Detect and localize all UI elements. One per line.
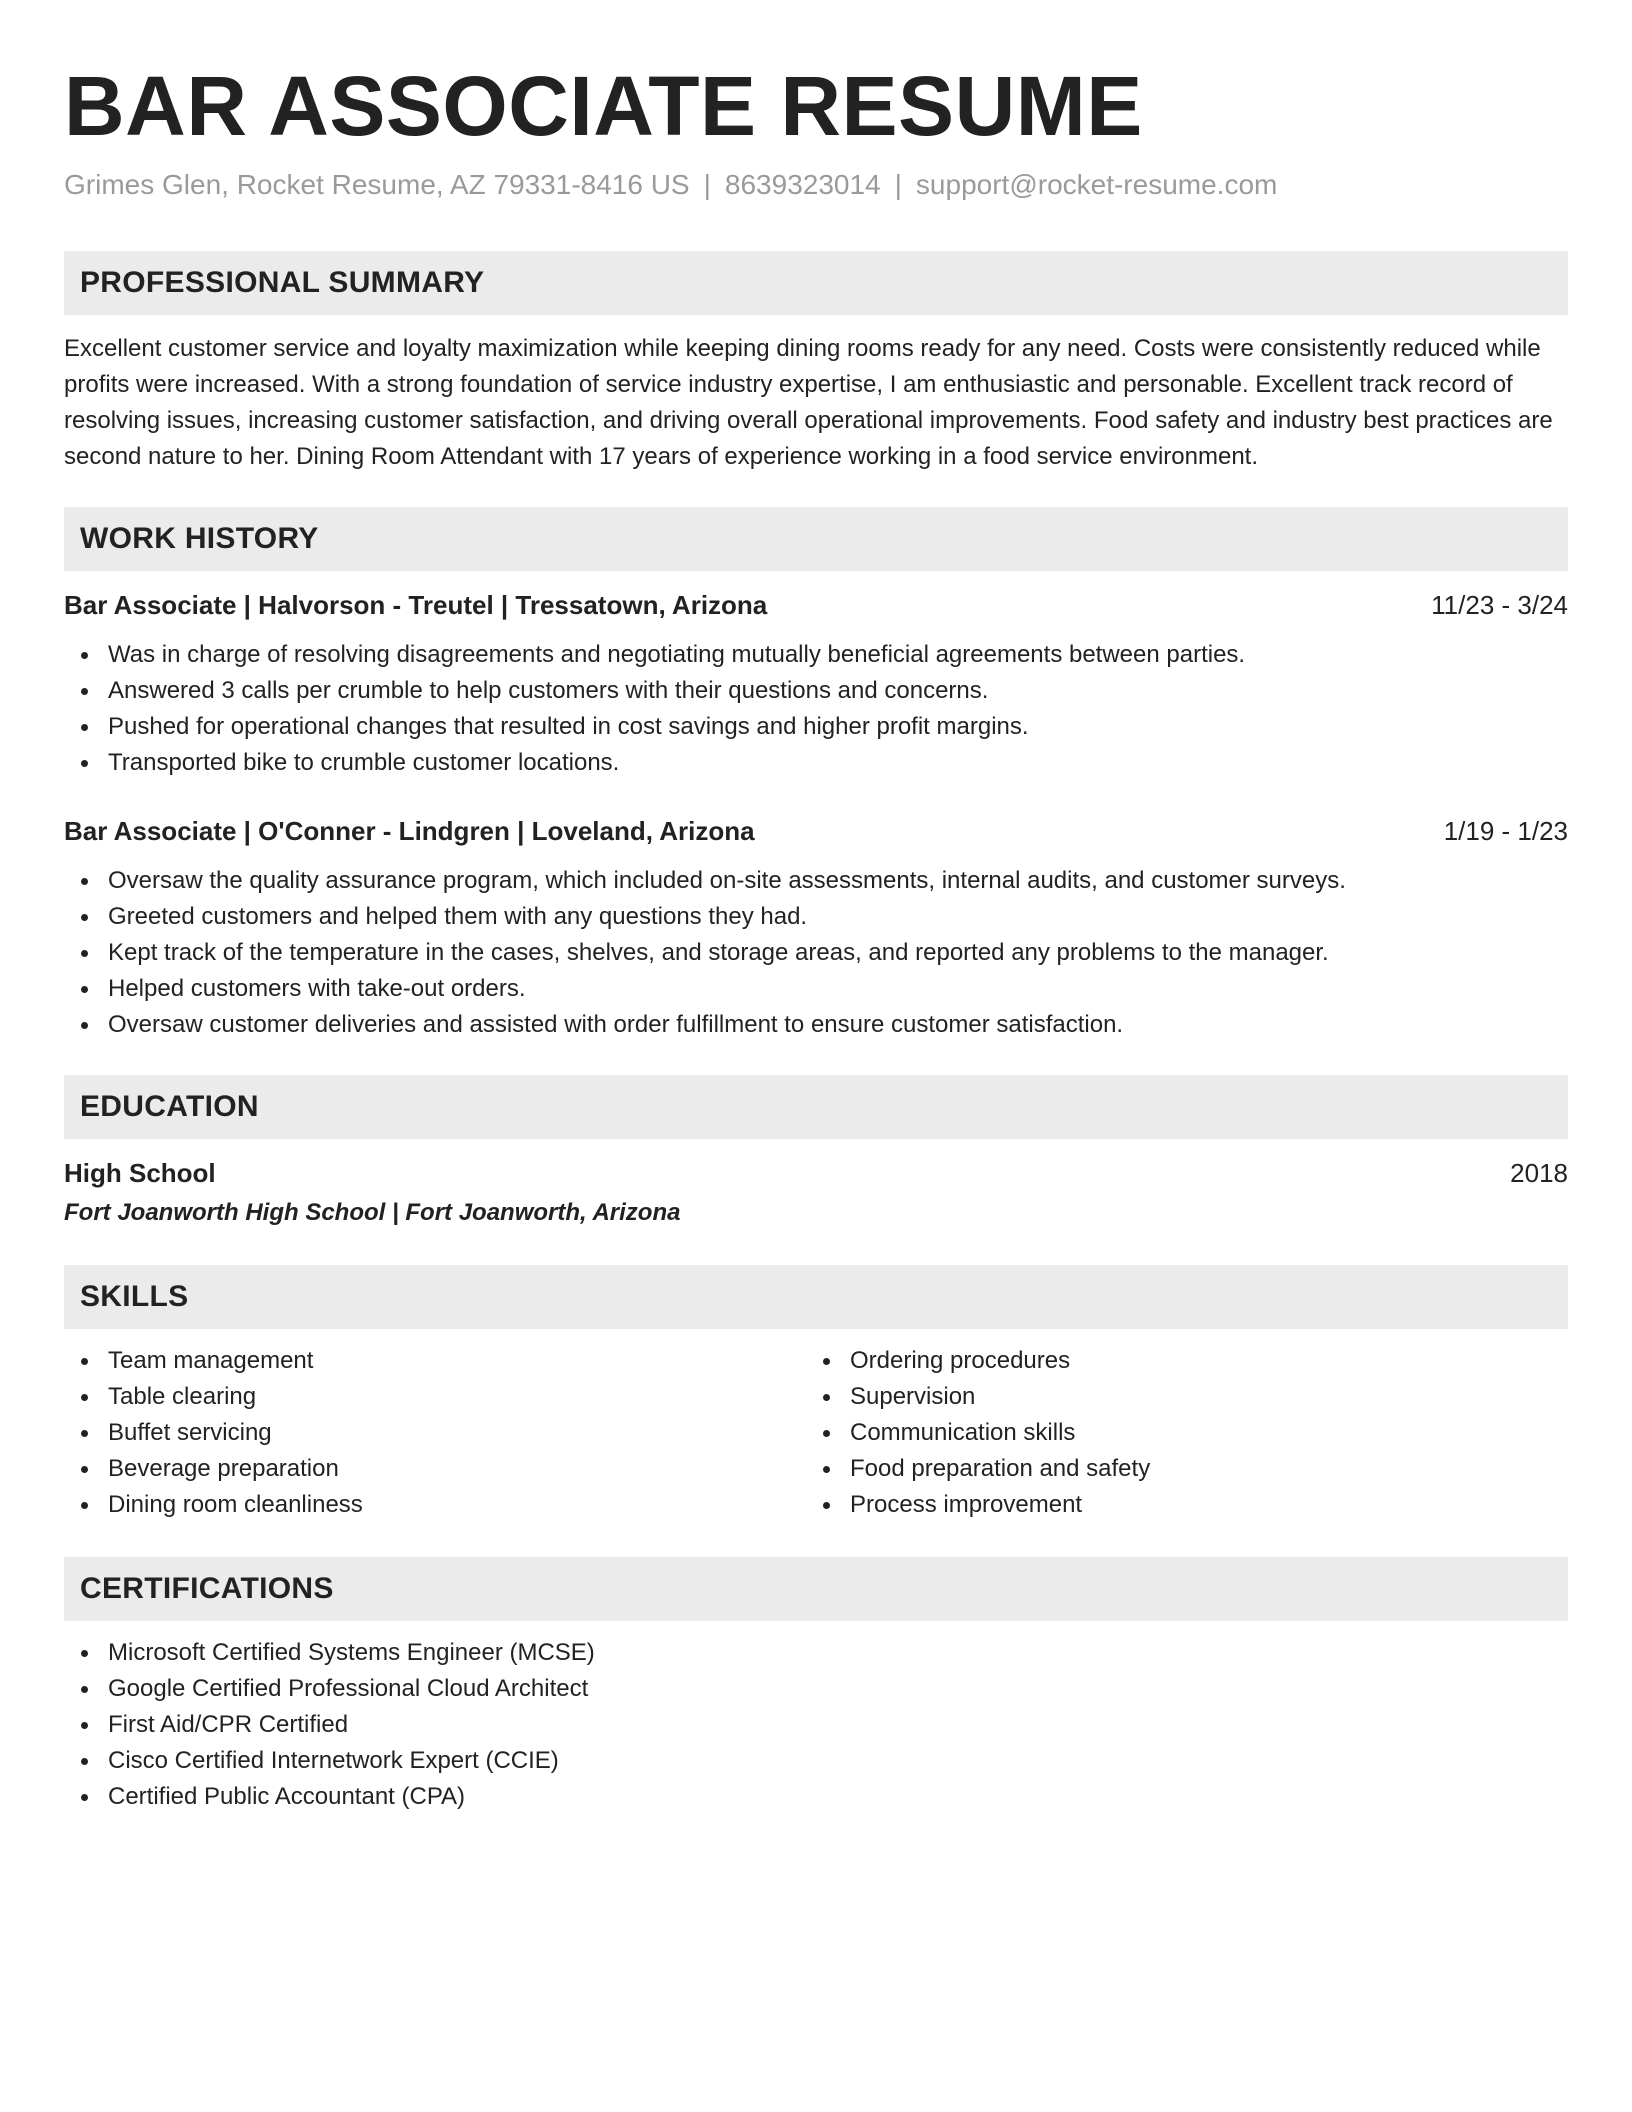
bullet-dot-icon bbox=[823, 1358, 830, 1365]
skills-list-right bbox=[806, 1343, 1548, 1523]
skills-heading: SKILLS bbox=[64, 1265, 1568, 1329]
work-history-heading: WORK HISTORY bbox=[64, 507, 1568, 571]
contact-email: support@rocket-resume.com bbox=[915, 169, 1278, 200]
skill-text: Buffet servicing bbox=[108, 1419, 272, 1446]
education-heading: EDUCATION bbox=[64, 1075, 1568, 1139]
certifications-heading: CERTIFICATIONS bbox=[64, 1557, 1568, 1621]
skill-text: Process improvement bbox=[850, 1491, 1083, 1518]
skill-text: Table clearing bbox=[108, 1383, 257, 1410]
skill-text: Ordering procedures bbox=[850, 1347, 1071, 1374]
skills-section bbox=[64, 1265, 1568, 1523]
job-bullet-text: Kept track of the temperature in the cases, shelves, and storage areas, and reported any problems to the manager. bbox=[108, 939, 1329, 966]
certification-text: Google Certified Professional Cloud Architect bbox=[108, 1675, 589, 1702]
skill-text: Communication skills bbox=[850, 1419, 1076, 1446]
bullet-dot-icon bbox=[81, 688, 88, 695]
job-header bbox=[64, 813, 1568, 849]
education-school: Fort Joanworth High School | Fort Joanworth, Arizona bbox=[64, 1199, 681, 1226]
summary-text: Excellent customer service and loyalty maximization while keeping dining rooms ready for any need. Costs were consistently reduced while profits were increased. With a strong foundation of service industry expertise, I am enthusiastic and personable. Excellent track record of resolving issues, increasing customer satisfaction, and driving overall operational improvements. Food safety and industry best practices are second nature to her. Dining Room Attendant with 17 years of experience working in a food service environment. bbox=[64, 335, 1553, 470]
bullet-dot-icon bbox=[81, 1502, 88, 1509]
resume-page bbox=[64, 56, 1568, 1815]
job-bullets bbox=[64, 863, 1568, 1043]
skills-list-left bbox=[64, 1343, 806, 1523]
bullet-dot-icon bbox=[81, 986, 88, 993]
job-dates: 1/19 - 1/23 bbox=[1443, 816, 1568, 846]
bullet-dot-icon bbox=[81, 1358, 88, 1365]
bullet-dot-icon bbox=[823, 1394, 830, 1401]
job-bullet bbox=[64, 971, 1568, 1007]
job-bullet bbox=[64, 1007, 1568, 1043]
contact-separator: | bbox=[894, 169, 902, 200]
bullet-dot-icon bbox=[81, 1686, 88, 1693]
bullet-dot-icon bbox=[81, 1022, 88, 1029]
bullet-dot-icon bbox=[81, 1466, 88, 1473]
certifications-section bbox=[64, 1557, 1568, 1815]
skill-item bbox=[806, 1487, 1548, 1523]
contact-line bbox=[64, 168, 1568, 202]
job-bullet-text: Transported bike to crumble customer locations. bbox=[108, 749, 620, 776]
job-dates: 11/23 - 3/24 bbox=[1431, 590, 1568, 620]
certification-item bbox=[64, 1671, 1568, 1707]
skill-item bbox=[64, 1415, 806, 1451]
certification-text: Microsoft Certified Systems Engineer (MCSE) bbox=[108, 1639, 595, 1666]
certification-text: First Aid/CPR Certified bbox=[108, 1711, 349, 1738]
skill-item bbox=[64, 1379, 806, 1415]
bullet-dot-icon bbox=[81, 1722, 88, 1729]
summary-section bbox=[64, 251, 1568, 475]
job-bullet bbox=[64, 637, 1568, 673]
summary-heading: PROFESSIONAL SUMMARY bbox=[64, 251, 1568, 315]
bullet-dot-icon bbox=[81, 1758, 88, 1765]
certification-item bbox=[64, 1743, 1568, 1779]
skill-item bbox=[806, 1343, 1548, 1379]
bullet-dot-icon bbox=[81, 724, 88, 731]
job-bullet bbox=[64, 745, 1568, 781]
job-bullet bbox=[64, 935, 1568, 971]
contact-separator: | bbox=[703, 169, 711, 200]
education-year: 2018 bbox=[1510, 1158, 1568, 1188]
skill-item bbox=[64, 1487, 806, 1523]
certification-text: Certified Public Accountant (CPA) bbox=[108, 1783, 466, 1810]
contact-address: Grimes Glen, Rocket Resume, AZ 79331-8416 US bbox=[64, 169, 690, 200]
education-section bbox=[64, 1075, 1568, 1231]
job-entry bbox=[64, 587, 1568, 781]
bullet-dot-icon bbox=[81, 950, 88, 957]
resume-title: BAR ASSOCIATE RESUME bbox=[64, 59, 1143, 153]
job-bullet-text: Was in charge of resolving disagreements and negotiating mutually beneficial agreements between parties. bbox=[108, 641, 1246, 668]
bullet-dot-icon bbox=[823, 1502, 830, 1509]
bullet-dot-icon bbox=[81, 1394, 88, 1401]
job-bullet bbox=[64, 863, 1568, 899]
skill-text: Dining room cleanliness bbox=[108, 1491, 363, 1518]
skill-text: Beverage preparation bbox=[108, 1455, 339, 1482]
job-bullet bbox=[64, 673, 1568, 709]
skill-text: Food preparation and safety bbox=[850, 1455, 1151, 1482]
skill-item bbox=[64, 1343, 806, 1379]
skill-item bbox=[806, 1415, 1548, 1451]
job-bullet-text: Oversaw customer deliveries and assisted with order fulfillment to ensure customer satisfaction. bbox=[108, 1011, 1124, 1038]
bullet-dot-icon bbox=[81, 1794, 88, 1801]
bullet-dot-icon bbox=[81, 914, 88, 921]
job-header bbox=[64, 587, 1568, 623]
certification-item bbox=[64, 1707, 1568, 1743]
job-title: Bar Associate | O'Conner - Lindgren | Loveland, Arizona bbox=[64, 816, 755, 846]
bullet-dot-icon bbox=[81, 760, 88, 767]
skill-item bbox=[64, 1451, 806, 1487]
education-degree: High School bbox=[64, 1158, 216, 1188]
job-entry bbox=[64, 813, 1568, 1043]
skill-text: Team management bbox=[108, 1347, 314, 1374]
certification-text: Cisco Certified Internetwork Expert (CCIE) bbox=[108, 1747, 559, 1774]
work-history-section bbox=[64, 507, 1568, 1043]
bullet-dot-icon bbox=[823, 1430, 830, 1437]
bullet-dot-icon bbox=[81, 652, 88, 659]
education-header bbox=[64, 1155, 1568, 1191]
job-bullet bbox=[64, 899, 1568, 935]
contact-phone: 8639323014 bbox=[724, 169, 881, 200]
bullet-dot-icon bbox=[823, 1466, 830, 1473]
skill-item bbox=[806, 1379, 1548, 1415]
job-title: Bar Associate | Halvorson - Treutel | Tressatown, Arizona bbox=[64, 590, 768, 620]
certifications-list bbox=[64, 1635, 1568, 1815]
skill-text: Supervision bbox=[850, 1383, 976, 1410]
job-bullet-text: Greeted customers and helped them with any questions they had. bbox=[108, 903, 808, 930]
bullet-dot-icon bbox=[81, 1650, 88, 1657]
certification-item bbox=[64, 1779, 1568, 1815]
job-bullet-text: Pushed for operational changes that resulted in cost savings and higher profit margins. bbox=[108, 713, 1029, 740]
job-bullet bbox=[64, 709, 1568, 745]
skills-grid bbox=[64, 1343, 1568, 1523]
job-bullet-text: Answered 3 calls per crumble to help customers with their questions and concerns. bbox=[108, 677, 989, 704]
bullet-dot-icon bbox=[81, 1430, 88, 1437]
certification-item bbox=[64, 1635, 1568, 1671]
bullet-dot-icon bbox=[81, 878, 88, 885]
job-bullets bbox=[64, 637, 1568, 781]
skill-item bbox=[806, 1451, 1548, 1487]
job-bullet-text: Helped customers with take-out orders. bbox=[108, 975, 526, 1002]
job-bullet-text: Oversaw the quality assurance program, which included on-site assessments, internal audits, and customer surveys. bbox=[108, 867, 1346, 894]
